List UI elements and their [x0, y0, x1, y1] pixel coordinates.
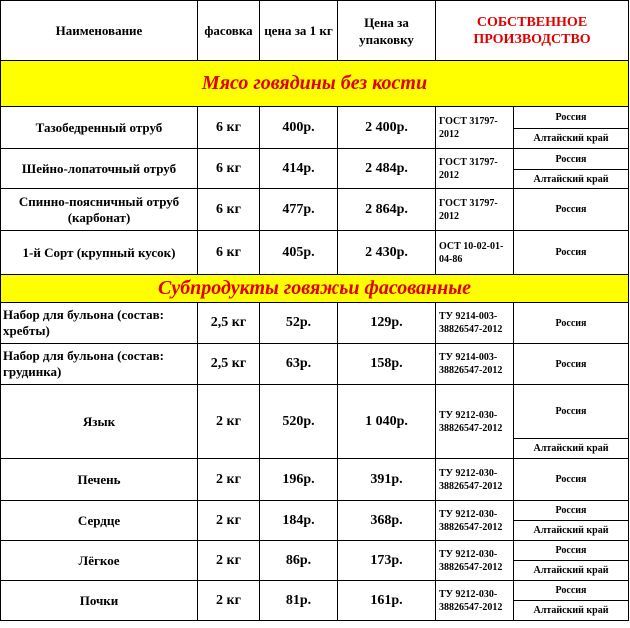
product-origin: Россия	[514, 189, 629, 231]
header-own-production: СОБСТВЕННОЕ ПРОИЗВОДСТВО	[436, 1, 629, 61]
product-standard: ТУ 9212-030-38826547-2012	[436, 501, 514, 541]
product-origin: Алтайский край	[514, 439, 629, 459]
product-pack: 2,5 кг	[198, 344, 260, 385]
product-origin: Россия	[514, 149, 629, 170]
product-standard: ТУ 9212-030-38826547-2012	[436, 541, 514, 581]
product-standard: ТУ 9212-030-38826547-2012	[436, 581, 514, 621]
product-standard: ГОСТ 31797-2012	[436, 189, 514, 231]
product-standard: ОСТ 10-02-01-04-86	[436, 231, 514, 275]
table-row	[1, 149, 629, 170]
table-row	[1, 344, 629, 385]
product-price-pack: 2 864р.	[338, 189, 436, 231]
product-price-kg: 86р.	[260, 541, 338, 581]
product-pack: 6 кг	[198, 231, 260, 275]
product-origin: Россия	[514, 541, 629, 561]
product-name: Язык	[1, 385, 198, 459]
table-row	[1, 541, 629, 561]
product-origin: Россия	[514, 581, 629, 601]
product-price-pack: 368р.	[338, 501, 436, 541]
product-pack: 6 кг	[198, 149, 260, 189]
product-price-pack: 129р.	[338, 303, 436, 344]
product-pack: 6 кг	[198, 107, 260, 149]
table-row	[1, 189, 629, 231]
product-price-kg: 405р.	[260, 231, 338, 275]
header-pack: фасовка	[198, 1, 260, 61]
product-origin: Россия	[514, 501, 629, 521]
section-title-beef: Мясо говядины без кости	[1, 61, 629, 107]
product-price-kg: 400р.	[260, 107, 338, 149]
section-row	[1, 275, 629, 303]
header-price-kg: цена за 1 кг	[260, 1, 338, 61]
table-row	[1, 501, 629, 521]
product-price-kg: 63р.	[260, 344, 338, 385]
product-price-kg: 184р.	[260, 501, 338, 541]
product-name: 1-й Сорт (крупный кусок)	[1, 231, 198, 275]
table-row	[1, 459, 629, 501]
header-row	[1, 1, 629, 61]
product-standard: ТУ 9214-003-38826547-2012	[436, 344, 514, 385]
product-name: Тазобедренный отруб	[1, 107, 198, 149]
product-price-pack: 173р.	[338, 541, 436, 581]
product-name: Сердце	[1, 501, 198, 541]
product-standard: ТУ 9214-003-38826547-2012	[436, 303, 514, 344]
table-row	[1, 385, 629, 439]
product-pack: 2 кг	[198, 385, 260, 459]
product-origin: Россия	[514, 459, 629, 501]
product-price-kg: 414р.	[260, 149, 338, 189]
product-name: Набор для бульона (состав: грудинка)	[1, 344, 198, 385]
product-standard: ТУ 9212-030-38826547-2012	[436, 459, 514, 501]
product-pack: 6 кг	[198, 189, 260, 231]
product-pack: 2 кг	[198, 501, 260, 541]
header-name: Наименование	[1, 1, 198, 61]
product-pack: 2 кг	[198, 541, 260, 581]
product-name: Лёгкое	[1, 541, 198, 581]
product-origin: Алтайский край	[514, 129, 629, 149]
product-name: Спинно-поясничный отруб (карбонат)	[1, 189, 198, 231]
product-origin: Россия	[514, 107, 629, 129]
product-pack: 2,5 кг	[198, 303, 260, 344]
product-price-pack: 2 430р.	[338, 231, 436, 275]
product-standard: ГОСТ 31797-2012	[436, 107, 514, 149]
product-price-pack: 2 484р.	[338, 149, 436, 189]
product-price-pack: 158р.	[338, 344, 436, 385]
product-price-pack: 161р.	[338, 581, 436, 621]
section-row	[1, 61, 629, 107]
product-origin: Россия	[514, 303, 629, 344]
product-name: Шейно-лопаточный отруб	[1, 149, 198, 189]
product-pack: 2 кг	[198, 459, 260, 501]
product-origin: Алтайский край	[514, 601, 629, 621]
product-price-pack: 2 400р.	[338, 107, 436, 149]
product-pack: 2 кг	[198, 581, 260, 621]
product-price-kg: 81р.	[260, 581, 338, 621]
product-name: Набор для бульона (состав: хребты)	[1, 303, 198, 344]
table-row	[1, 581, 629, 601]
table-row	[1, 107, 629, 129]
section-title-offal: Субпродукты говяжьи фасованные	[1, 275, 629, 303]
product-price-pack: 391р.	[338, 459, 436, 501]
product-standard: ГОСТ 31797-2012	[436, 149, 514, 189]
product-price-kg: 196р.	[260, 459, 338, 501]
header-price-pack: Цена за упаковку	[338, 1, 436, 61]
product-name: Печень	[1, 459, 198, 501]
product-origin: Россия	[514, 344, 629, 385]
table-row	[1, 303, 629, 344]
table-row	[1, 231, 629, 275]
product-origin: Алтайский край	[514, 521, 629, 541]
product-origin: Россия	[514, 385, 629, 439]
product-price-kg: 520р.	[260, 385, 338, 459]
product-name: Почки	[1, 581, 198, 621]
product-origin: Россия	[514, 231, 629, 275]
product-price-kg: 477р.	[260, 189, 338, 231]
product-price-kg: 52р.	[260, 303, 338, 344]
product-origin: Алтайский край	[514, 561, 629, 581]
product-standard: ТУ 9212-030-38826547-2012	[436, 385, 514, 459]
product-price-pack: 1 040р.	[338, 385, 436, 459]
product-origin: Алтайский край	[514, 170, 629, 189]
